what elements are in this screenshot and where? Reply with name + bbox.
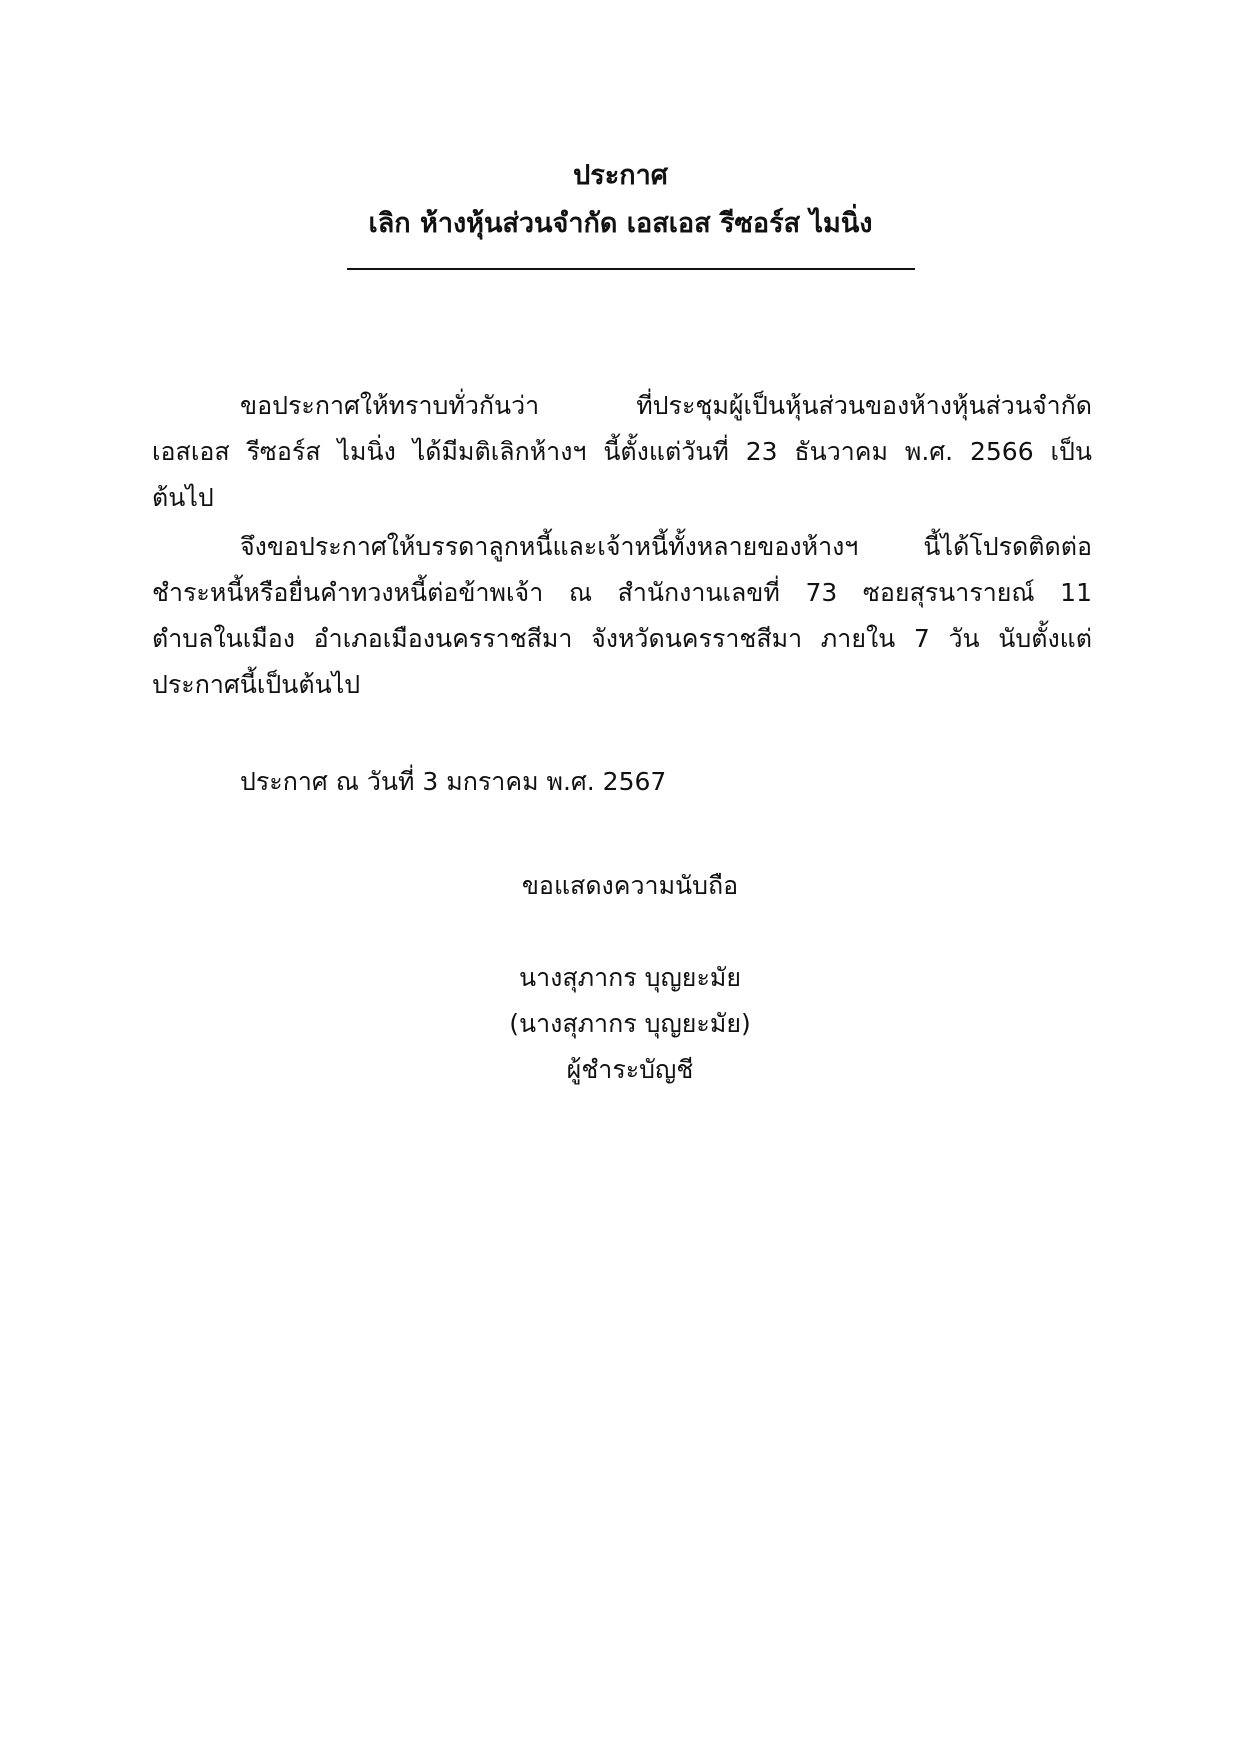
paragraph2-line: ตำบลในเมือง อำเภอเมืองนครราชสีมา จังหวัดนครราชสีมา ภายใน 7 วัน นับตั้งแต่ <box>152 624 1092 653</box>
paragraph1-line: ต้นไป <box>152 483 214 512</box>
paragraph2-line: จึงขอประกาศให้บรรดาลูกหนี้และเจ้าหนี้ทั้งหลายของห้างฯ นี้ได้โปรดติดต่อ <box>240 532 1092 561</box>
announcement-date: ประกาศ ณ วันที่ 3 มกราคม พ.ศ. 2567 <box>240 767 667 796</box>
title-underline <box>347 268 915 270</box>
closing-text: ขอแสดงความนับถือ <box>521 871 739 900</box>
paragraph2-line: ประกาศนี้เป็นต้นไป <box>152 670 361 699</box>
document-subtitle: เลิก ห้างหุ้นส่วนจำกัด เอสเอส รีซอร์ส ไมนิ่ง <box>368 208 873 239</box>
paragraph1-line: ขอประกาศให้ทราบทั่วกันว่า ที่ประชุมผู้เป็นหุ้นส่วนของห้างหุ้นส่วนจำกัด <box>240 391 1092 420</box>
signature-title: ผู้ชำระบัญชี <box>566 1055 694 1084</box>
signature: นางสุภากร บุญยะมัย <box>519 963 741 992</box>
paragraph2-line: ชำระหนี้หรือยื่นคำทวงหนี้ต่อข้าพเจ้า ณ สำนักงานเลขที่ 73 ซอยสุรนารายณ์ 11 <box>152 578 1092 607</box>
document-title: ประกาศ <box>573 160 668 191</box>
paragraph1-line: เอสเอส รีซอร์ส ไมนิ่ง ได้มีมติเลิกห้างฯ นี้ตั้งแต่วันที่ 23 ธันวาคม พ.ศ. 2566 เป็น <box>152 437 1092 466</box>
signature-name: (นางสุภากร บุญยะมัย) <box>509 1009 751 1038</box>
